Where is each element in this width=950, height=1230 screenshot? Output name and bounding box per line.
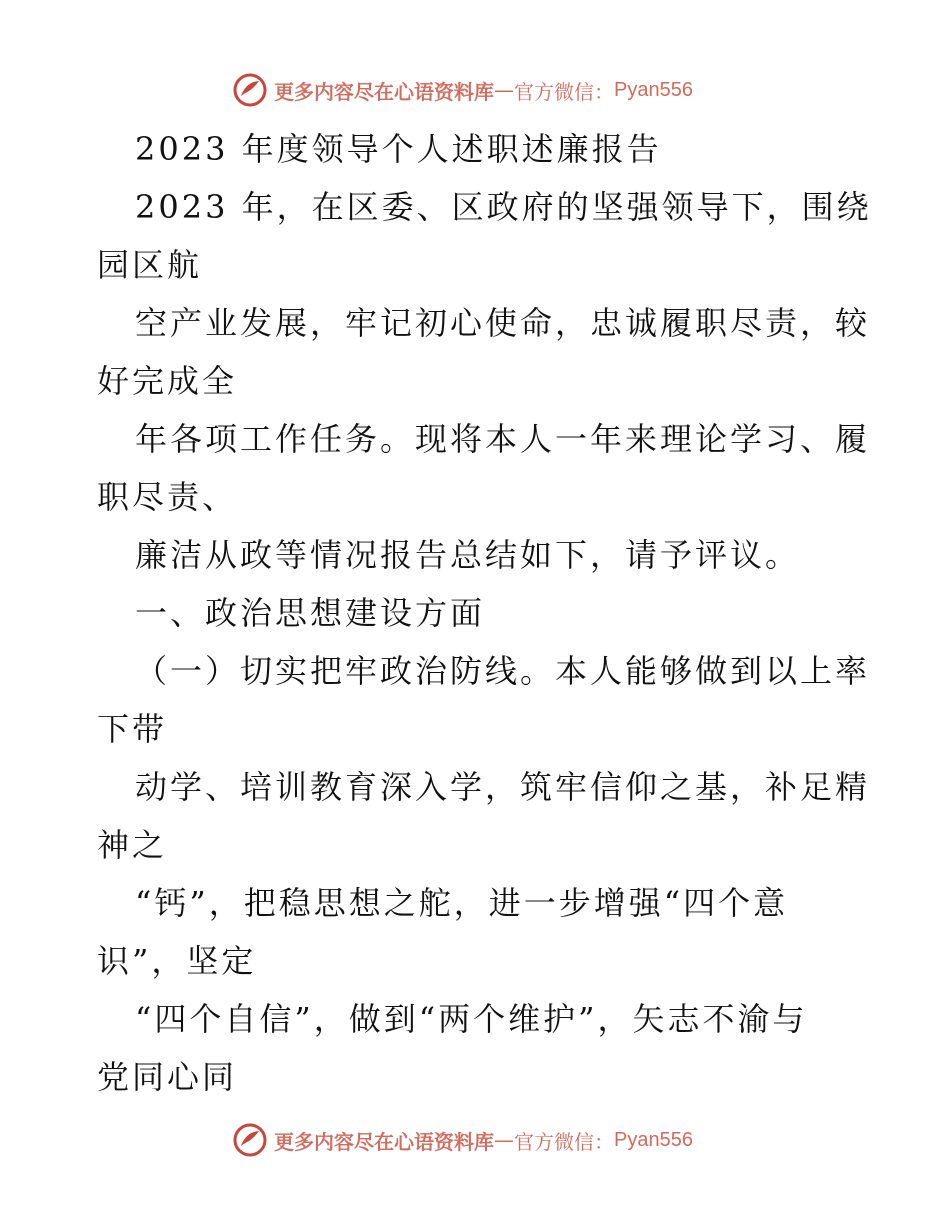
watermark-wechat-label: 官方微信： — [514, 79, 614, 104]
paragraph-line: 园区航 — [97, 246, 203, 284]
library-logo-icon — [232, 1122, 268, 1158]
library-logo-icon — [232, 72, 268, 108]
paragraph-line: 空产业发展，牢记初心使命，忠诚履职尽责，较 — [135, 304, 871, 342]
watermark-wechat-id: Pyan556 — [614, 1128, 693, 1151]
section-heading-line: 一、政治思想建设方面 — [135, 594, 486, 632]
paragraph-line: 2023 年，在区委、区政府的坚强领导下，围绕 — [135, 188, 872, 226]
paragraph-line: 识”，坚定 — [97, 942, 257, 980]
paragraph-line: 下带 — [97, 710, 168, 748]
paragraph-line: “四个自信”，做到“两个维护”，矢志不渝与 — [135, 1000, 808, 1038]
watermark-main-text: 更多内容尽在心语资料库 — [274, 79, 494, 104]
document-title-line: 2023 年度领导个人述职述廉报告 — [135, 130, 662, 168]
paragraph-line: 年各项工作任务。现将本人一年来理论学习、履 — [135, 420, 871, 458]
document-body — [97, 120, 872, 1106]
paragraph-line: 动学、培训教育深入学，筑牢信仰之基，补足精 — [135, 768, 871, 806]
subsection-heading-line: （一）切实把牢政治防线。本人能够做到以上率 — [135, 652, 871, 690]
paragraph-line: 党同心同 — [97, 1058, 238, 1096]
watermark-wechat-label: 官方微信： — [514, 1129, 614, 1154]
watermark-footer — [232, 1120, 693, 1160]
watermark-wechat-id: Pyan556 — [614, 78, 693, 101]
watermark-header — [232, 70, 693, 110]
watermark-dash: — — [494, 78, 514, 102]
paragraph-line: “钙”，把稳思想之舵，进一步增强“四个意 — [135, 884, 789, 922]
paragraph-line: 好完成全 — [97, 362, 238, 400]
watermark-main-text: 更多内容尽在心语资料库 — [274, 1129, 494, 1154]
paragraph-line: 职尽责、 — [97, 478, 238, 516]
watermark-dash: — — [494, 1128, 514, 1152]
paragraph-line: 廉洁从政等情况报告总结如下，请予评议。 — [135, 536, 801, 574]
paragraph-line: 神之 — [97, 826, 168, 864]
